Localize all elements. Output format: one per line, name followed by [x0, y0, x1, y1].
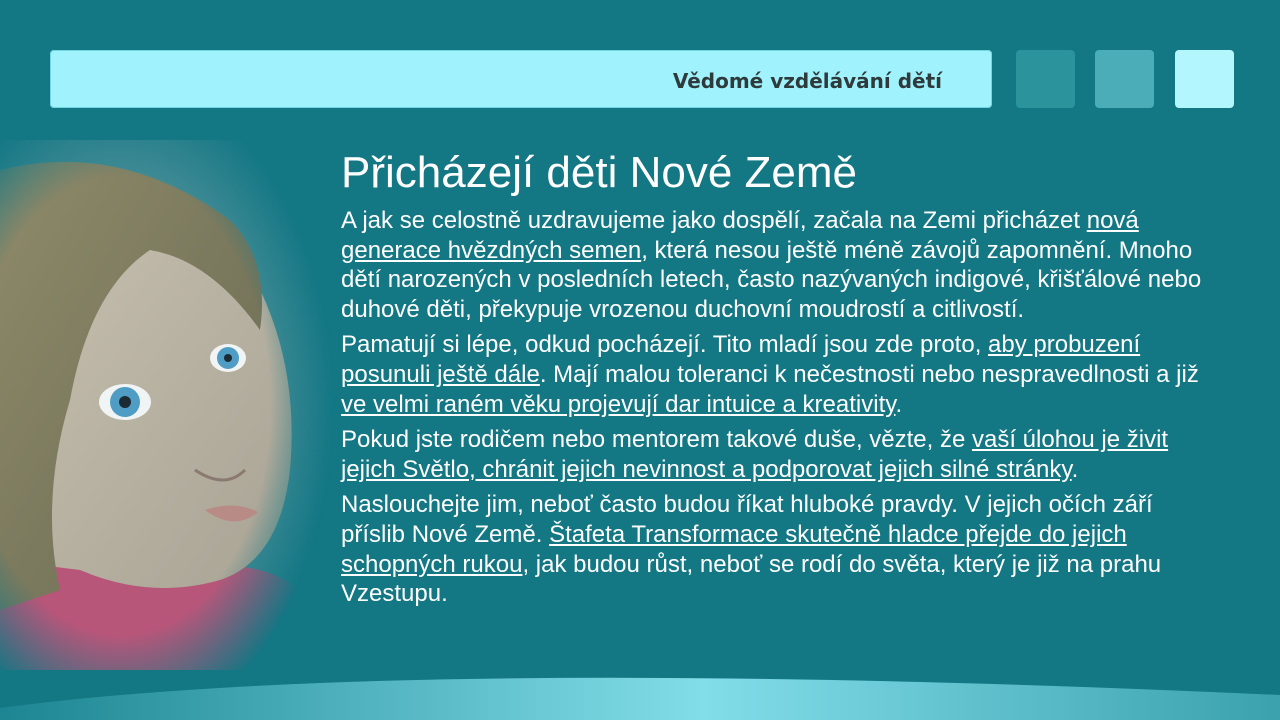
paragraph-4-text: Naslouchejte jim, neboť často budou říkat hluboké pravdy. V jejich očích září příslib Nové Země.	[341, 491, 1153, 548]
paragraph-4	[341, 490, 1221, 608]
decor-square-dark	[1016, 50, 1075, 108]
slide-title: Přicházejí děti Nové Země	[341, 148, 857, 197]
paragraph-1-text: A jak se celostně uzdravujeme jako dospělí, začala na Zemi přicházet	[341, 207, 1087, 234]
paragraph-1-text-end: , která nesou ještě méně závojů zapomnění. Mnoho dětí narozených v posledních letech, často nazývaných indigové, křišťálové nebo duhové děti, překypuje vrozenou duchovní moudrostí a citlivostí.	[341, 236, 1202, 323]
header-title: Vědomé vzdělávání dětí	[672, 69, 942, 93]
paragraph-3-text: Pokud jste rodičem nebo mentorem takové duše, vězte, že	[341, 426, 972, 454]
paragraph-2	[341, 330, 1221, 419]
paragraph-3-text-end: .	[1071, 455, 1079, 483]
paragraph-1-underlined: nová generace hvězdných semen	[341, 207, 1139, 264]
paragraph-2-text: Pamatují si lépe, odkud pocházejí. Tito mladí jsou zde proto,	[341, 331, 989, 359]
slide-content	[341, 146, 1221, 615]
paragraph-4-text-end: , jak budou růst, neboť se rodí do světa, který je již na prahu Vzestupu.	[341, 550, 1162, 608]
paragraph-2-underlined-2: ve velmi raném věku projevují dar intuice a kreativity	[341, 390, 896, 418]
paragraph-3	[341, 425, 1221, 484]
decor-square-light	[1175, 50, 1234, 108]
paragraph-2-underlined-1: aby probuzení posunuli ještě dále	[341, 331, 1141, 388]
paragraph-1	[341, 206, 1221, 324]
paragraph-3-underlined: vaší úlohou je živit jejich Světlo, chránit jejich nevinnost a podporovat jejich silné stránky	[341, 426, 1169, 483]
decor-square-mid	[1095, 50, 1154, 108]
paragraph-2-text-mid: . Mají malou toleranci k nečestnosti nebo nespravedlnosti a již	[539, 360, 1199, 388]
child-photo	[0, 140, 345, 670]
paragraph-2-text-end: .	[895, 390, 903, 418]
header-bar	[50, 50, 992, 108]
bottom-wave	[0, 660, 1280, 720]
paragraph-4-underlined: Štafeta Transformace skutečně hladce přejde do jejich schopných rukou	[341, 520, 1127, 578]
